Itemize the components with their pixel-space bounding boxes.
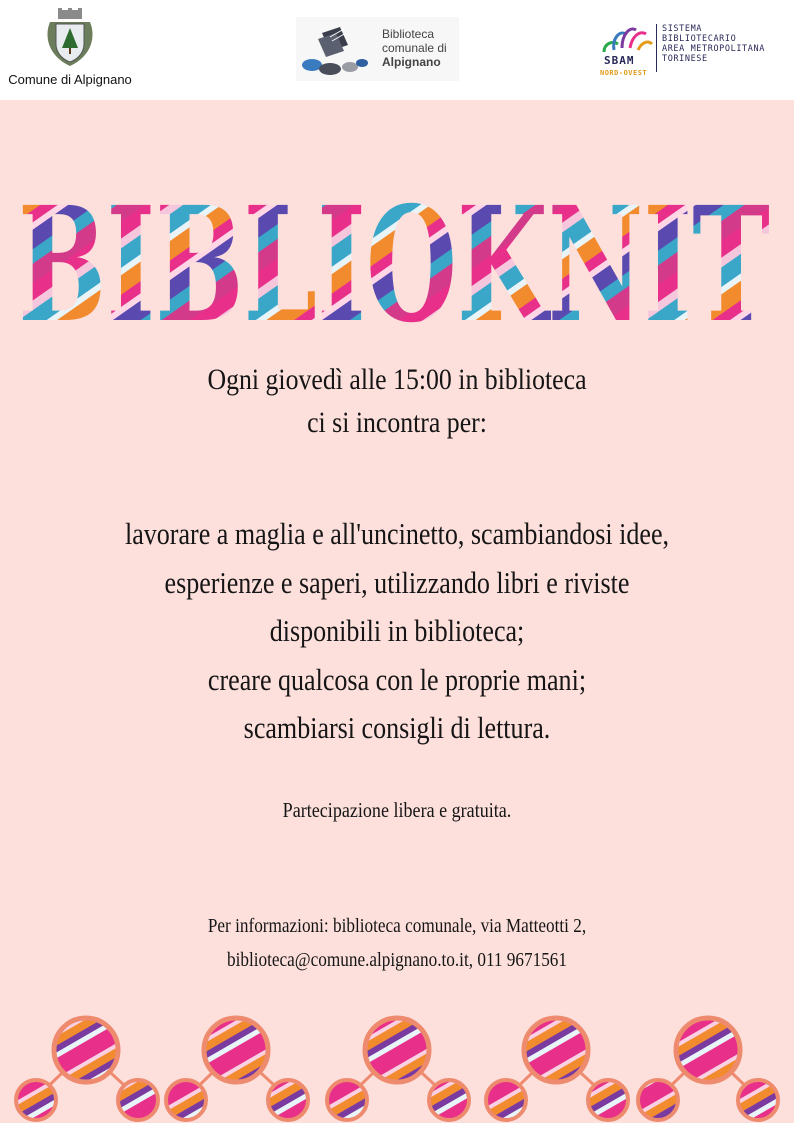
sbam-line: AREA METROPOLITANA [662,44,765,54]
yarn-group [486,1018,628,1120]
info-line: biblioteca@comune.alpignano.to.it, 011 9671561 [226,949,568,971]
sbam-line: SISTEMA [662,24,703,34]
sbam-line: BIBLIOTECARIO [662,34,737,44]
title-text: BIBLIOKNIT [18,173,770,330]
body-line: disponibili in biblioteca; [269,613,525,648]
yarn-ball-decoration [0,1010,794,1123]
library-logo-line2: comunale di [382,41,447,55]
yarn-group [638,1018,778,1120]
comune-label: Comune di Alpignano [8,72,132,87]
body-line: esperienze e saperi, utilizzando libri e riviste [164,564,630,600]
yarn-balls-icon [0,1010,794,1123]
free-entry-note: Partecipazione libera e gratuita. [282,798,512,822]
sbam-abbr: SBAM [604,54,635,67]
intro-text [56,358,739,444]
library-logo-line3: Alpignano [382,55,441,69]
info-line: Per informazioni: biblioteca comunale, via Matteotti 2, [207,915,587,937]
sbam-divider [656,24,657,72]
sbam-rainbow-icon [598,24,654,54]
header-bar [0,0,794,100]
sbam-line: TORINESE [662,54,708,64]
library-logo-line1: Biblioteca [382,27,435,41]
yarn-group [16,1018,158,1120]
body-line: lavorare a maglia e all'uncinetto, scambiandosi idee, [124,516,670,551]
sbam-logo [598,24,788,82]
sbam-subtitle: NORD-OVEST [600,69,648,77]
yarn-group [327,1018,469,1120]
title-art [14,150,774,330]
library-logo [296,17,459,81]
intro-line: ci si incontra per: [307,406,487,439]
body-line: creare qualcosa con le proprie mani; [207,661,587,697]
activity-list [64,510,731,753]
title-banner [14,150,774,330]
contact-info [56,909,739,977]
intro-line: Ogni giovedì alle 15:00 in biblioteca [207,363,587,396]
book-stones-icon [300,25,378,77]
coat-of-arms-icon [42,6,98,70]
body-line: scambiarsi consigli di lettura. [243,710,551,745]
yarn-group [166,1018,308,1120]
comune-logo [0,6,140,87]
